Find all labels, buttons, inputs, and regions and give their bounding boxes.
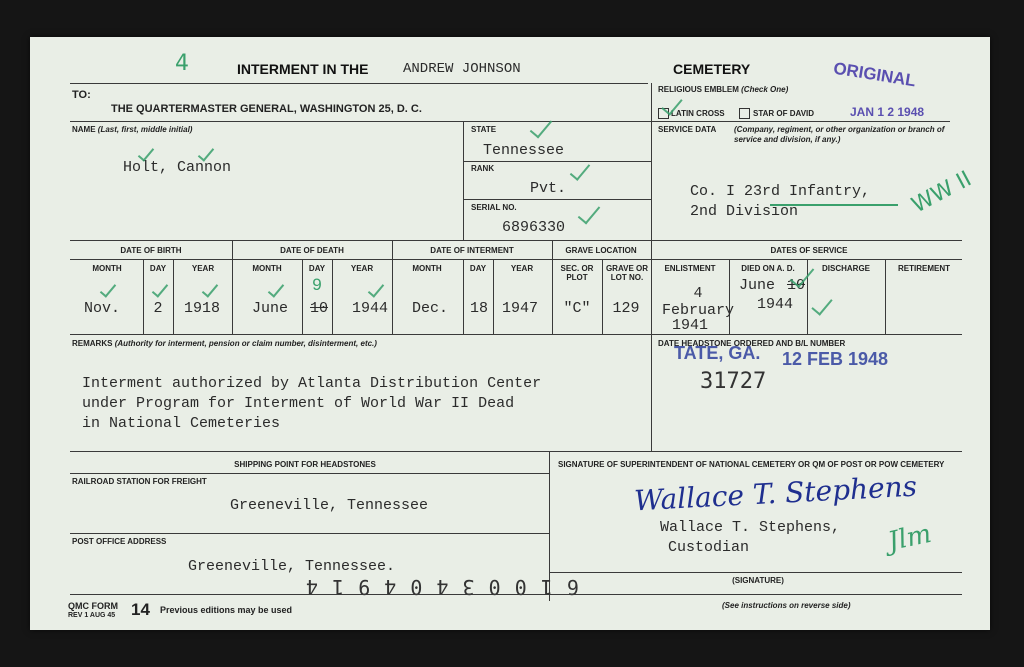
shipping-header: SHIPPING POINT FOR HEADSTONES — [234, 460, 376, 469]
birth-year-label: YEAR — [191, 264, 215, 273]
title-suffix: CEMETERY — [673, 61, 751, 77]
birth-day-label: DAY — [149, 264, 167, 273]
post-office-value: Greeneville, Tennessee. — [188, 558, 396, 575]
state-check — [530, 115, 553, 139]
rule-grave-service — [651, 240, 652, 334]
remarks-line3: in National Cemeteries — [82, 415, 281, 432]
marginal-number: 4 — [175, 51, 189, 76]
death-month-check — [268, 280, 284, 297]
grave-header: GRAVE LOCATION — [565, 246, 637, 255]
name-label: NAME (Last, first, middle initial) — [72, 125, 193, 134]
headstone-stamp-date: 12 FEB 1948 — [782, 349, 889, 369]
interment-month: Dec. — [411, 300, 449, 317]
birth-day: 2 — [153, 300, 163, 317]
rank-label: RANK — [471, 164, 495, 173]
form-number: 14 — [131, 600, 150, 619]
death-year-label: YEAR — [350, 264, 374, 273]
service-data-line2: 2nd Division — [690, 203, 799, 220]
state-value: Tennessee — [483, 142, 565, 159]
star-of-david-label: STAR OF DAVID — [753, 109, 815, 118]
service-data-line1: Co. I 23rd Infantry, — [690, 183, 871, 200]
railroad-label: RAILROAD STATION FOR FREIGHT — [72, 477, 207, 486]
retirement-label: RETIREMENT — [898, 264, 950, 273]
grave-lot: 129 — [612, 300, 640, 317]
rule-railroad — [70, 533, 549, 534]
handwritten-signature: Wallace T. Stephens — [633, 469, 918, 518]
death-month-label: MONTH — [252, 264, 282, 273]
rule-to — [70, 121, 950, 122]
title-prefix: INTERMENT IN THE — [237, 61, 369, 77]
bl-number: 31727 — [700, 369, 767, 394]
death-month: June — [251, 300, 289, 317]
rank-value: Pvt. — [530, 180, 567, 197]
service-header: DATES OF SERVICE — [770, 246, 848, 255]
cemetery-name: ANDREW JOHNSON — [403, 61, 521, 77]
signature-caption: (SIGNATURE) — [732, 576, 784, 585]
birth-month-check — [100, 280, 116, 297]
death-day-correction: 9 — [312, 275, 322, 294]
died-month: June — [739, 277, 776, 294]
rule-enlist-died — [729, 259, 730, 334]
rule-date-header — [70, 259, 962, 260]
rule-discharge-retirement — [885, 259, 886, 334]
birth-year-check — [202, 280, 218, 297]
typed-signer-name: Wallace T. Stephens, — [660, 519, 841, 536]
enlist-year: 1941 — [671, 317, 709, 334]
headstone-label: DATE HEADSTONE ORDERED AND B/L NUMBER — [658, 339, 846, 348]
birth-month: Nov. — [83, 300, 121, 317]
rule-shipping-header — [70, 473, 549, 474]
rule-int-month-day — [463, 259, 464, 334]
discharge-label: DISCHARGE — [821, 264, 871, 273]
rule-state — [463, 161, 651, 162]
rule-death-day-year — [332, 259, 333, 334]
rule-birth-month-day — [143, 259, 144, 334]
rule-interment-grave — [552, 240, 553, 334]
rank-check — [570, 159, 591, 181]
wwii-annotation: WW II — [907, 166, 976, 219]
religious-emblem-label: RELIGIOUS EMBLEM (Check One) — [658, 85, 789, 94]
died-year-check — [811, 293, 832, 315]
rule-top-dates — [70, 240, 962, 241]
serial-check — [578, 201, 601, 225]
remarks-label: REMARKS (Authority for interment, pension or claim number, disinterment, etc.) — [72, 339, 377, 348]
birth-month-label: MONTH — [92, 264, 122, 273]
rule-name-state-divider — [463, 121, 464, 240]
rule-sec-lot — [602, 259, 603, 334]
interment-day: 18 — [469, 300, 489, 317]
state-label: STATE — [471, 125, 497, 134]
death-year: 1944 — [351, 300, 389, 317]
died-day: 10 — [787, 277, 806, 294]
enlistment-label: ENLISTMENT — [664, 264, 716, 273]
serial-value: 6896330 — [502, 219, 566, 236]
rule-death-interment — [392, 240, 393, 334]
birth-year: 1918 — [183, 300, 221, 317]
interment-year: 1947 — [501, 300, 539, 317]
death-header: DATE OF DEATH — [280, 246, 344, 255]
star-of-david-checkbox[interactable] — [739, 108, 750, 119]
death-year-check — [368, 280, 384, 297]
rule-signature — [549, 572, 962, 573]
original-stamp-date: JAN 1 2 1948 — [850, 105, 925, 119]
interment-form-card — [30, 37, 990, 630]
death-day: 10 — [309, 300, 329, 317]
grave-lot-label: GRAVE OR LOT NO. — [605, 264, 649, 282]
rule-rank — [463, 199, 651, 200]
int-month-label: MONTH — [412, 264, 442, 273]
signature-label: SIGNATURE OF SUPERINTENDENT OF NATIONAL CEMETERY OR QM OF POST OR POW CEMETERY — [558, 460, 945, 469]
rule-int-day-year — [493, 259, 494, 334]
grave-sec: "C" — [563, 300, 591, 317]
remarks-line2: under Program for Interment of World War II Dead — [82, 395, 515, 412]
int-year-label: YEAR — [510, 264, 534, 273]
interment-header: DATE OF INTERMENT — [430, 246, 514, 255]
previous-editions: Previous editions may be used — [160, 605, 293, 615]
died-year: 1944 — [757, 296, 794, 313]
int-day-label: DAY — [469, 264, 487, 273]
birth-day-check — [152, 280, 168, 297]
sec-plot-label: SEC. OR PLOT — [560, 264, 594, 282]
died-on-ad-label: DIED ON A. D. — [741, 264, 795, 273]
to-label: TO: — [72, 89, 91, 101]
rule-footer — [70, 594, 962, 595]
birth-header: DATE OF BIRTH — [120, 246, 182, 255]
original-stamp: ORIGINAL — [832, 58, 918, 91]
remarks-line1: Interment authorized by Atlanta Distribution Center — [82, 375, 542, 392]
enlist-month: February — [661, 302, 735, 319]
enlist-day: 4 — [693, 285, 703, 302]
service-data-label: SERVICE DATA — [658, 125, 717, 134]
death-day-label: DAY — [308, 264, 326, 273]
addressee: THE QUARTERMASTER GENERAL, WASHINGTON 25, D. C. — [111, 103, 422, 115]
stamped-number: 6 1 0 0 3 4 0 4 9 1 4 — [305, 575, 579, 599]
name-value: Holt, Cannon — [123, 159, 232, 176]
rule-birth-death — [232, 240, 233, 334]
service-data-green-underline — [770, 204, 898, 206]
initials-annotation: Jlm — [885, 518, 935, 558]
post-office-label: POST OFFICE ADDRESS — [72, 537, 167, 546]
title-underline — [70, 83, 648, 84]
service-data-hint: (Company, regiment, or other organization or branch of service and division, if any.) — [734, 125, 945, 144]
signer-title: Custodian — [668, 539, 750, 556]
rule-bottom-dates — [70, 334, 962, 335]
rule-remarks-bottom — [70, 451, 962, 452]
rule-death-month-day — [302, 259, 303, 334]
headstone-stamp-place: TATE, GA. — [674, 343, 761, 363]
serial-label: SERIAL NO. — [471, 203, 517, 212]
form-number-label: QMC FORM — [68, 601, 118, 611]
railroad-value: Greeneville, Tennessee — [230, 497, 429, 514]
instructions-note: (See instructions on reverse side) — [722, 601, 851, 610]
form-rev: REV 1 AUG 45 — [68, 612, 116, 619]
latin-cross-label: LATIN CROSS — [671, 109, 725, 118]
rule-birth-day-year — [173, 259, 174, 334]
